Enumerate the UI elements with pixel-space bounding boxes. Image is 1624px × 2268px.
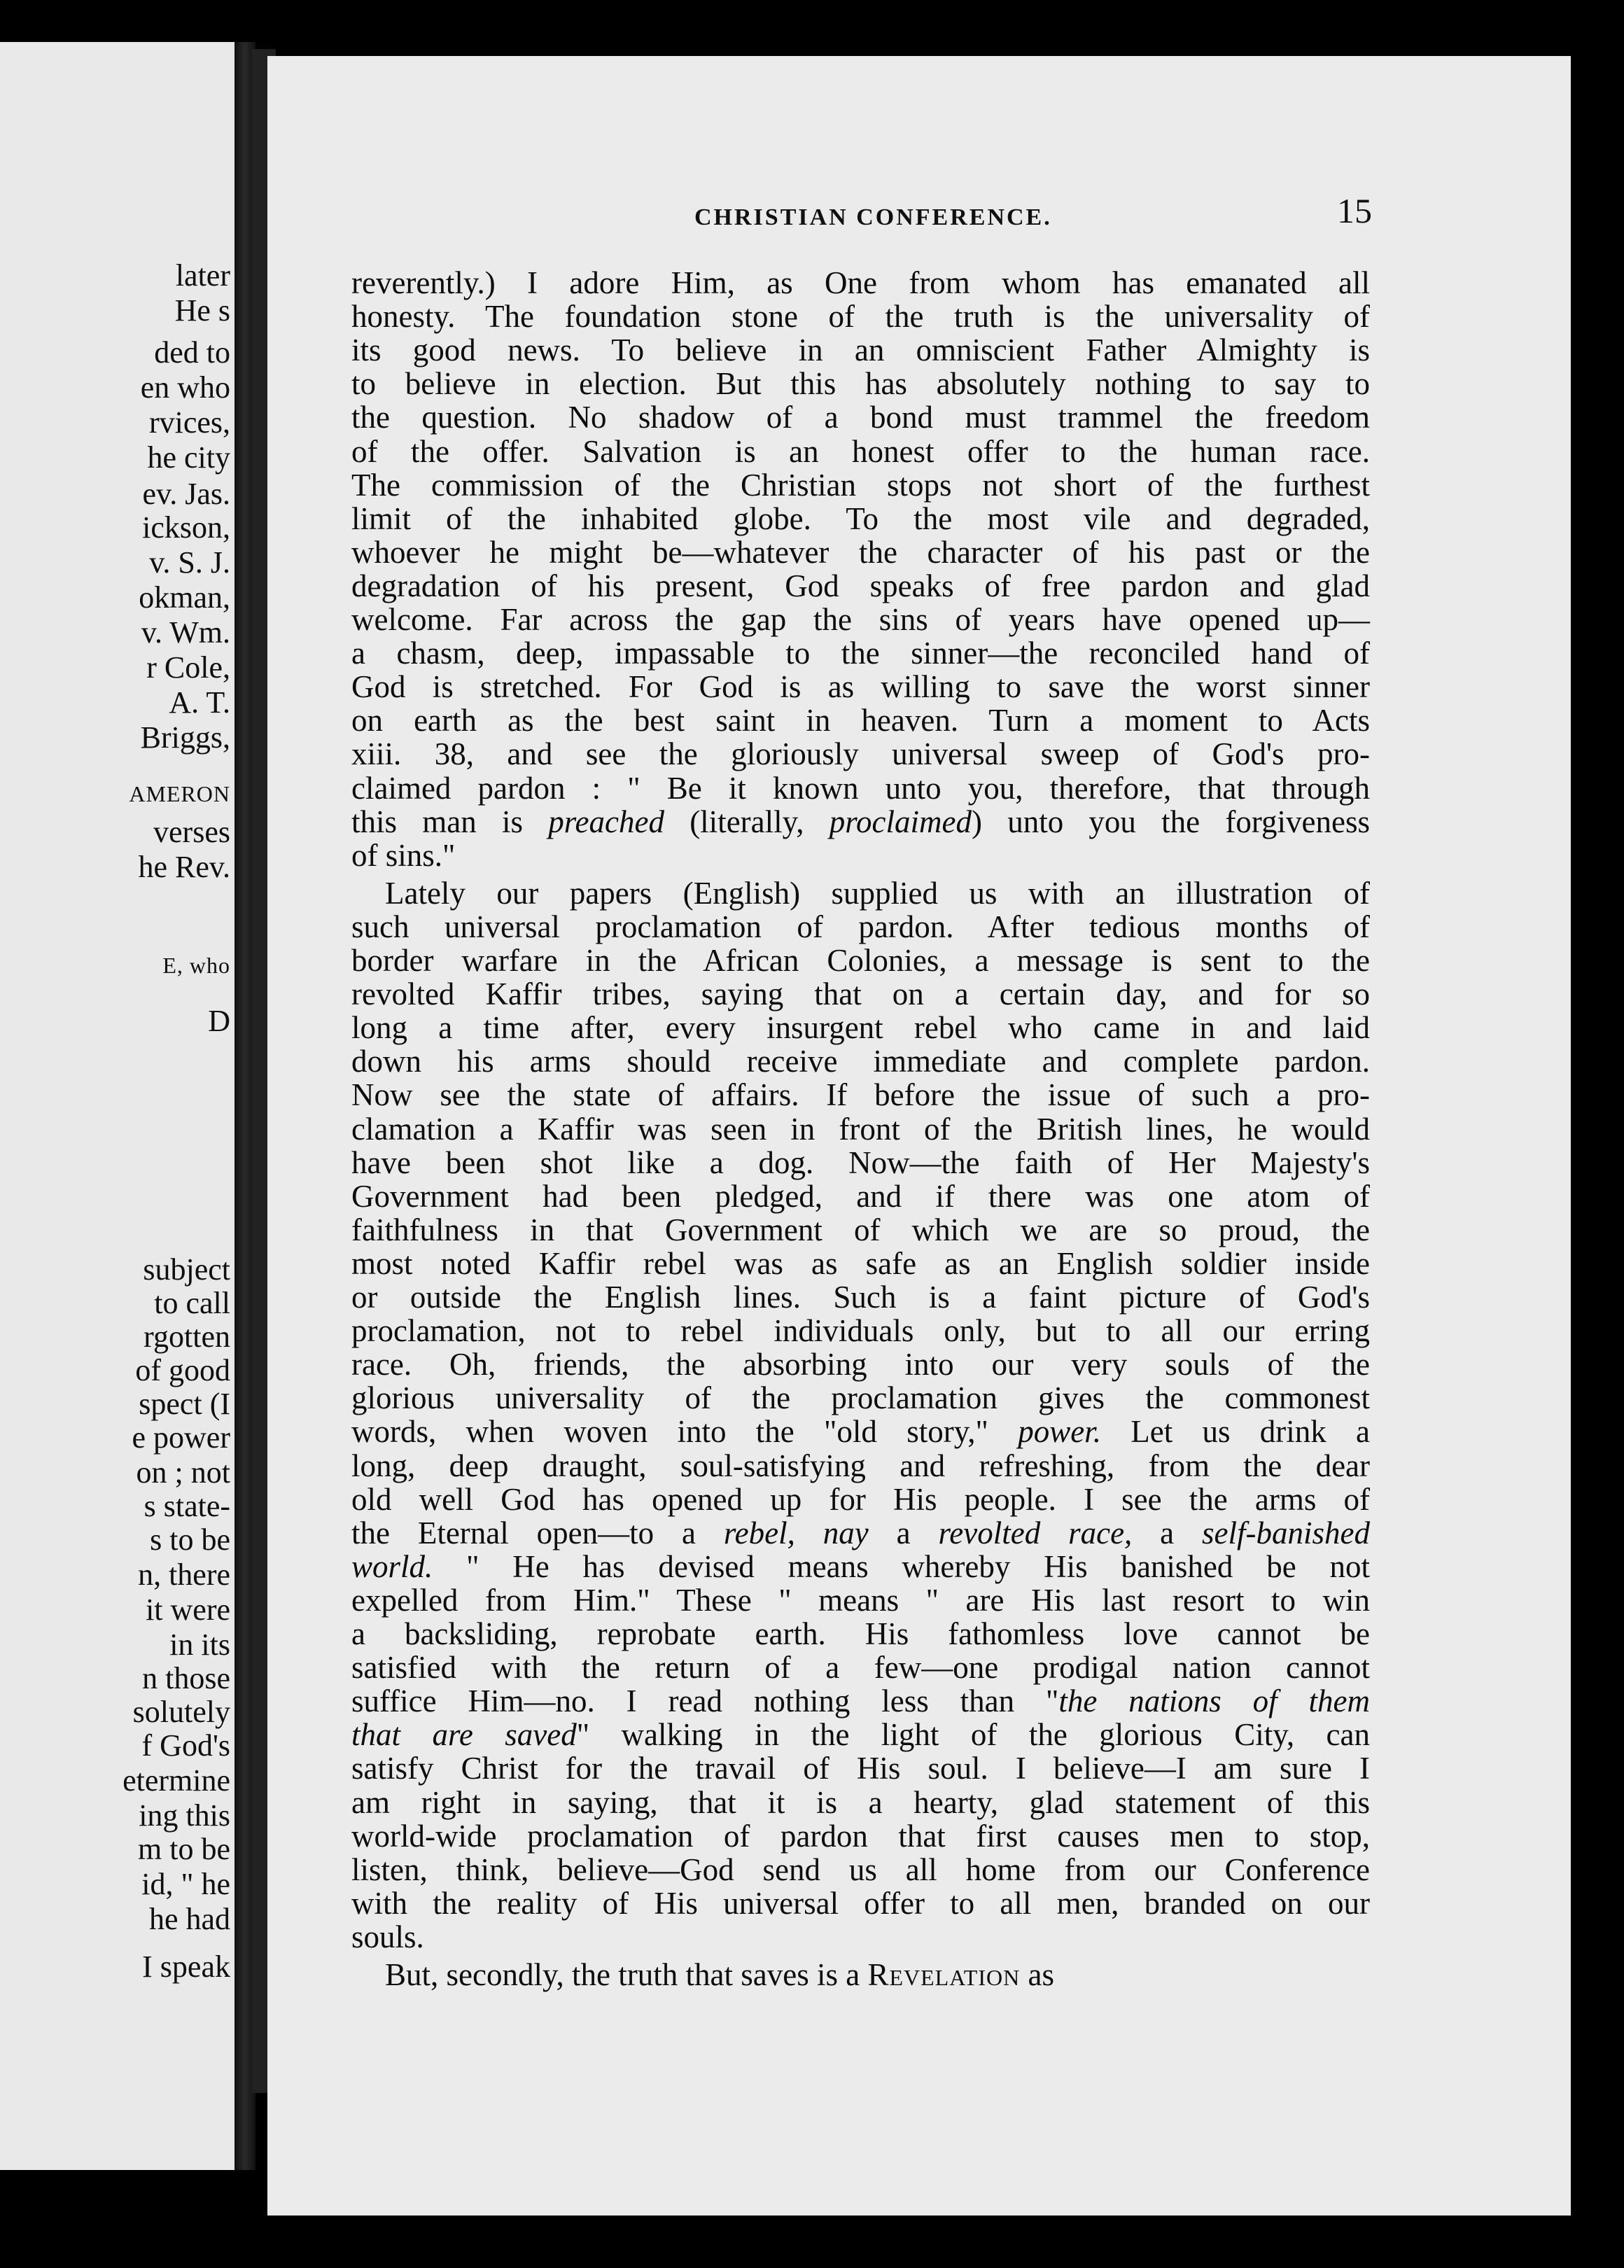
body-text-line: expelled from Him." These " means " are His last resort to win xyxy=(351,1583,1370,1618)
facing-page-line: okman, xyxy=(139,580,230,615)
body-text-line: long, deep draught, soul-satisfying and refreshing, from the dear xyxy=(351,1448,1370,1483)
facing-page-line: f God's xyxy=(141,1728,230,1763)
body-text-line: race. Oh, friends, the absorbing into our very souls of the xyxy=(351,1347,1370,1382)
body-text-line: Government had been pledged, and if there was one atom of xyxy=(351,1179,1370,1214)
body-text-line: claimed pardon : " Be it known unto you, therefore, that through xyxy=(351,771,1370,806)
body-text-line: to believe in election. But this has absolutely nothing to say to xyxy=(351,366,1370,401)
body-text-line: am right in saying, that it is a hearty, glad statement of this xyxy=(351,1785,1370,1820)
facing-page-line: n, there xyxy=(138,1558,230,1592)
facing-page-line: m to be xyxy=(138,1832,230,1866)
body-text-line: limit of the inhabited globe. To the most vile and degraded, xyxy=(351,501,1370,536)
facing-page-line: of good xyxy=(135,1353,230,1387)
body-text-line: with the reality of His universal offer to all men, branded on our xyxy=(351,1886,1370,1921)
body-text-line: satisfy Christ for the travail of His soul. I believe—I am sure I xyxy=(351,1751,1370,1786)
body-text-line: the Eternal open—to a rebel, nay a revolted race, a self-banished xyxy=(351,1516,1370,1550)
facing-page-line: on ; not xyxy=(136,1455,230,1490)
page-number: 15 xyxy=(1337,191,1372,230)
facing-page-line: ev. Jas. xyxy=(142,477,230,511)
facing-page-line: r Cole, xyxy=(146,650,230,685)
facing-page-line: E, who xyxy=(162,953,230,978)
facing-page-line: ded to xyxy=(154,335,230,370)
facing-page-line: v. Wm. xyxy=(141,615,230,650)
body-text-line: a chasm, deep, impassable to the sinner—the reconciled hand of xyxy=(351,636,1370,671)
body-text-line: xiii. 38, and see the gloriously universal sweep of God's pro- xyxy=(351,736,1370,771)
body-text-line: honesty. The foundation stone of the truth is the universality of xyxy=(351,299,1370,334)
body-text-line: clamation a Kaffir was seen in front of the British lines, he would xyxy=(351,1112,1370,1147)
body-text-line: reverently.) I adore Him, as One from whom has emanated all xyxy=(351,265,1370,300)
facing-page-line: he had xyxy=(148,1902,230,1936)
body-text-line: suffice Him—no. I read nothing less than "the nations of them xyxy=(351,1684,1371,1718)
body-text-line: listen, think, believe—God send us all home from our Conference xyxy=(351,1852,1370,1887)
facing-page-line: en who xyxy=(140,370,230,405)
body-text-line: the question. No shadow of a bond must trammel the freedom xyxy=(351,400,1370,435)
facing-page-line: etermine xyxy=(122,1763,230,1798)
body-text-line: a backsliding, reprobate earth. His fathomless love cannot be xyxy=(351,1616,1370,1651)
body-text-line: souls. xyxy=(351,1919,424,1954)
facing-page-line: e power xyxy=(132,1420,230,1455)
body-text-line: this man is preached (literally, proclaimed) unto you the forgiveness xyxy=(351,804,1370,839)
facing-page-line: s to be xyxy=(150,1522,230,1557)
facing-page-line: v. S. J. xyxy=(149,545,230,580)
facing-page-line: ing this xyxy=(139,1798,230,1833)
body-text-line: long a time after, every insurgent rebel who came in and laid xyxy=(351,1010,1370,1045)
facing-page-line: subject xyxy=(143,1252,230,1287)
facing-page-line: He s xyxy=(174,293,230,328)
body-text-line: of sins." xyxy=(351,838,456,873)
body-text-line: satisfied with the return of a few—one prodigal nation cannot xyxy=(351,1650,1370,1685)
facing-page-line: verses xyxy=(153,815,230,849)
facing-page-line: A. T. xyxy=(169,685,230,720)
running-head: CHRISTIAN CONFERENCE. xyxy=(694,204,1052,230)
body-text-line: old well God has opened up for His people. I see the arms of xyxy=(351,1482,1370,1517)
facing-page-line: I speak xyxy=(142,1949,230,1984)
body-text-line: its good news. To believe in an omniscient Father Almighty is xyxy=(351,332,1370,368)
body-text-line: or outside the English lines. Such is a faint picture of God's xyxy=(351,1280,1370,1315)
facing-page-line: he Rev. xyxy=(138,850,230,884)
body-text-line: on earth as the best saint in heaven. Turn a moment to Acts xyxy=(351,703,1370,738)
facing-page-line: solutely xyxy=(132,1695,230,1729)
body-text-line: whoever he might be—whatever the character of his past or the xyxy=(351,535,1370,570)
facing-page-line: spect (I xyxy=(139,1387,230,1421)
facing-page-line: Briggs, xyxy=(140,720,230,755)
body-text-line: Lately our papers (English) supplied us with an illustration of xyxy=(385,876,1370,911)
book-page xyxy=(267,56,1571,2216)
facing-page-line: rgotten xyxy=(144,1320,230,1354)
facing-page-line: id, " he xyxy=(141,1867,230,1901)
facing-page-line: AMERON xyxy=(129,781,230,806)
body-text-line: degradation of his present, God speaks of free pardon and glad xyxy=(351,568,1370,603)
body-text-line: But, secondly, the truth that saves is a Revelation as xyxy=(385,1957,1054,1992)
body-text-line: such universal proclamation of pardon. After tedious months of xyxy=(351,909,1370,944)
body-text-line: Now see the state of affairs. If before the issue of such a pro- xyxy=(351,1077,1370,1112)
body-text-line: God is stretched. For God is as willing to save the worst sinner xyxy=(351,669,1370,704)
facing-page-line: later xyxy=(175,258,230,293)
facing-page-line: ickson, xyxy=(142,510,230,545)
body-text-line: world. " He has devised means whereby His banished be not xyxy=(351,1549,1370,1584)
body-text-line: glorious universality of the proclamation gives the commonest xyxy=(351,1380,1370,1415)
body-text-line: words, when woven into the "old story," power. Let us drink a xyxy=(351,1414,1370,1449)
body-text-line: faithfulness in that Government of which we are so proud, the xyxy=(351,1212,1370,1247)
body-text-line: that are saved" walking in the light of the glorious City, can xyxy=(351,1717,1370,1752)
facing-page-line: it were xyxy=(146,1592,230,1627)
body-text-line: have been shot like a dog. Now—the faith of Her Majesty's xyxy=(351,1145,1370,1180)
body-text-line: most noted Kaffir rebel was as safe as an English soldier inside xyxy=(351,1246,1370,1281)
body-text-line: down his arms should receive immediate and complete pardon. xyxy=(351,1044,1370,1079)
body-text-line: border warfare in the African Colonies, a message is sent to the xyxy=(351,943,1370,978)
body-text-line: world-wide proclamation of pardon that first causes men to stop, xyxy=(351,1819,1370,1854)
facing-page-line: to call xyxy=(154,1286,230,1320)
facing-page-fragment xyxy=(0,42,234,2170)
facing-page-line: D xyxy=(208,1004,230,1038)
body-text-line: of the offer. Salvation is an honest offer to the human race. xyxy=(351,434,1370,469)
body-text-line: revolted Kaffir tribes, saying that on a certain day, and for so xyxy=(351,976,1370,1011)
body-text-line: The commission of the Christian stops not short of the furthest xyxy=(351,468,1370,503)
facing-page-line: n those xyxy=(142,1661,230,1695)
facing-page-line: rvices, xyxy=(148,405,230,440)
facing-page-line: s state- xyxy=(144,1489,230,1523)
facing-page-line: in its xyxy=(169,1628,230,1662)
body-text-line: proclamation, not to rebel individuals only, but to all our erring xyxy=(351,1313,1370,1348)
body-text-line: welcome. Far across the gap the sins of years have opened up— xyxy=(351,602,1370,637)
facing-page-line: he city xyxy=(147,440,230,475)
